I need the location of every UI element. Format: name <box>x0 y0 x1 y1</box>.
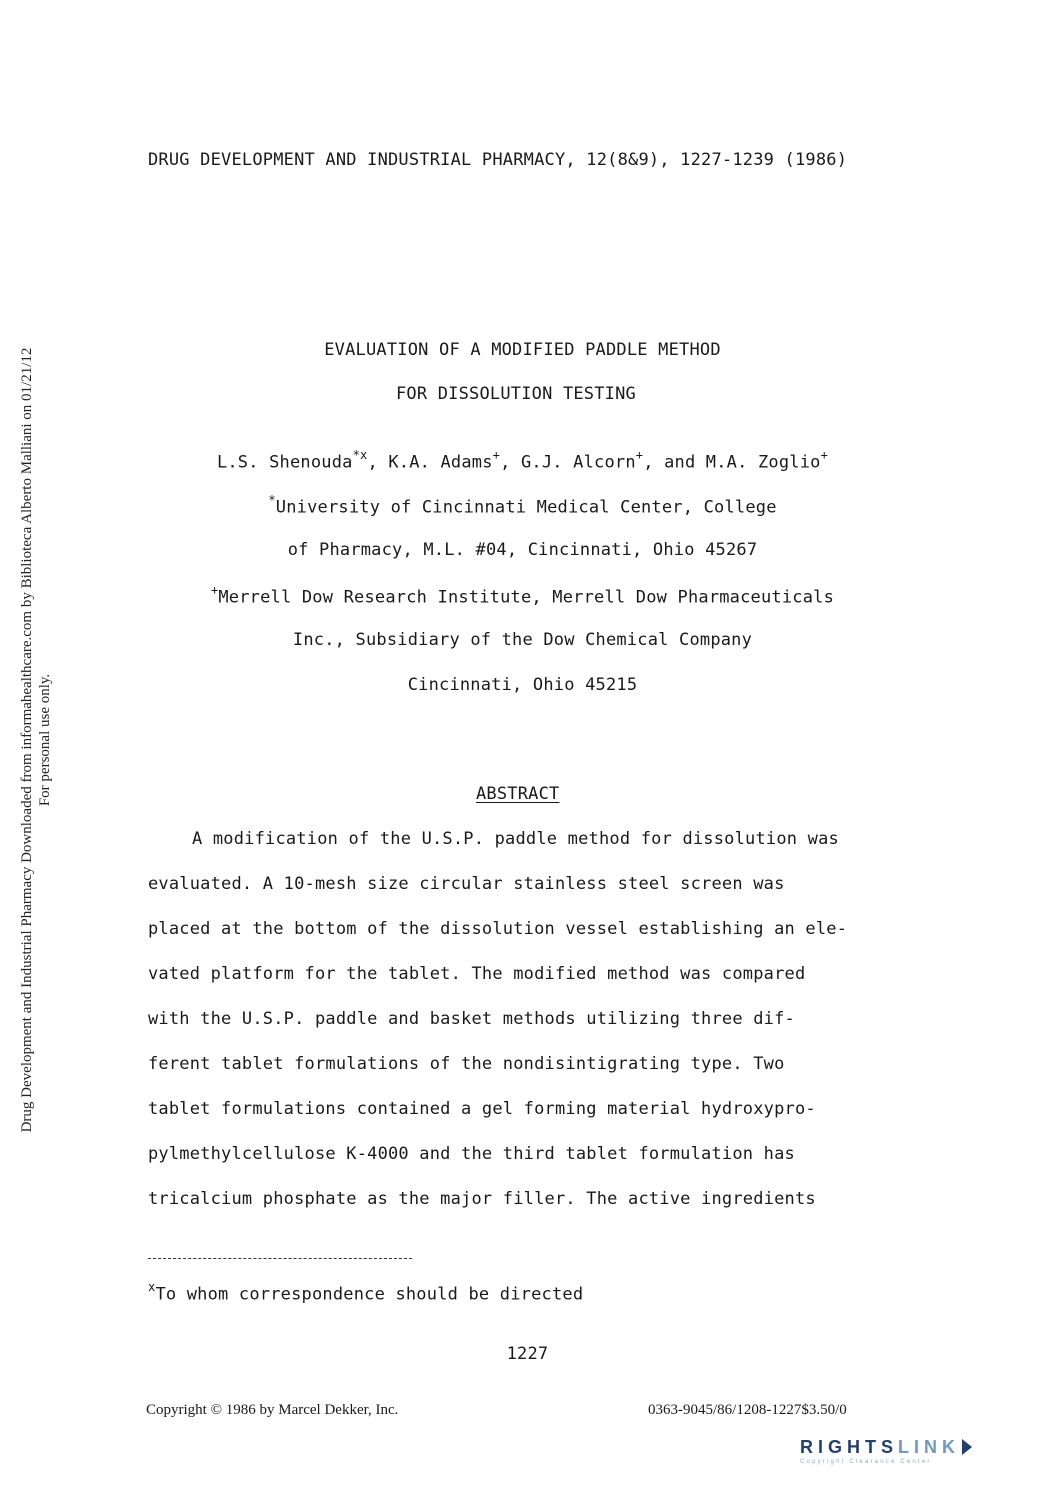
author-shenouda: L.S. Shenouda <box>216 452 353 473</box>
abstract-line: ferent tablet formulations of the nondisintigrating type. Two <box>148 1054 785 1074</box>
author-alcorn: , G.J. Alcorn <box>500 452 636 473</box>
download-watermark <box>18 300 54 1180</box>
logo-word-link: LINK <box>898 1437 961 1457</box>
affiliation-text: University of Cincinnati Medical Center, College <box>275 497 777 518</box>
affiliation-text: Merrell Dow Research Institute, Merrell Dow Pharmaceuticals <box>218 587 835 608</box>
abstract-line: A modification of the U.S.P. paddle method for dissolution was <box>192 829 839 849</box>
article-title-line-2: FOR DISSOLUTION TESTING <box>395 384 636 404</box>
author-mark: *x <box>352 448 368 462</box>
author-zoglio: , and M.A. Zoglio <box>643 452 821 473</box>
affiliation-line: Inc., Subsidiary of the Dow Chemical Company <box>292 630 753 650</box>
author-mark: + <box>820 448 829 462</box>
abstract-line: tricalcium phosphate as the major filler. The active ingredients <box>148 1189 816 1209</box>
rightslink-wordmark <box>800 1437 1030 1458</box>
abstract-line: placed at the bottom of the dissolution vessel establishing an ele- <box>148 919 848 939</box>
abstract-line: pylmethylcellulose K-4000 and the third tablet formulation has <box>148 1144 795 1164</box>
footnote-mark: x <box>148 1280 156 1294</box>
author-list <box>0 450 1045 473</box>
affiliation-line: Cincinnati, Ohio 45215 <box>407 675 638 695</box>
author-mark: + <box>492 448 501 462</box>
footnote-divider <box>148 1258 412 1259</box>
abstract-body <box>148 828 928 1233</box>
watermark-line-1: Drug Development and Industrial Pharmacy Downloaded from informahealthcare.com by Biblioteca Alberto Malliani on 01/21/12 <box>19 347 35 1133</box>
abstract-heading: ABSTRACT <box>476 784 560 804</box>
logo-word-rights: RIGHTS <box>800 1437 899 1457</box>
watermark-line-2: For personal use only. <box>37 673 53 807</box>
rightslink-tagline: Copyright Clearance Center <box>800 1459 932 1465</box>
rightslink-logo[interactable] <box>800 1437 1030 1473</box>
article-title-line-1: EVALUATION OF A MODIFIED PADDLE METHOD <box>324 340 721 360</box>
author-adams: , K.A. Adams <box>367 452 493 473</box>
abstract-line: with the U.S.P. paddle and basket methods utilizing three dif- <box>148 1009 795 1029</box>
issn-code: 0363-9045/86/1208-1227$3.50/0 <box>648 1402 847 1418</box>
affiliation-line: of Pharmacy, M.L. #04, Cincinnati, Ohio 45267 <box>287 540 758 560</box>
footnote-text: To whom correspondence should be directed <box>155 1284 584 1305</box>
affiliation-line <box>0 495 1045 518</box>
running-header: DRUG DEVELOPMENT AND INDUSTRIAL PHARMACY, 12(8&9), 1227-1239 (1986) <box>148 150 848 170</box>
copyright-notice: Copyright © 1986 by Marcel Dekker, Inc. <box>146 1402 399 1418</box>
author-mark: + <box>635 448 644 462</box>
abstract-line: evaluated. A 10-mesh size circular stainless steel screen was <box>148 874 785 894</box>
affiliation-mark: + <box>210 583 219 597</box>
affiliation-line <box>0 585 1045 608</box>
affiliation-mark: * <box>268 493 276 507</box>
abstract-line: tablet formulations contained a gel forming material hydroxypro- <box>148 1099 816 1119</box>
footnote <box>148 1282 583 1305</box>
page-number: 1227 <box>506 1344 549 1364</box>
chevron-right-icon <box>962 1439 972 1455</box>
abstract-line: vated platform for the tablet. The modified method was compared <box>148 964 806 984</box>
